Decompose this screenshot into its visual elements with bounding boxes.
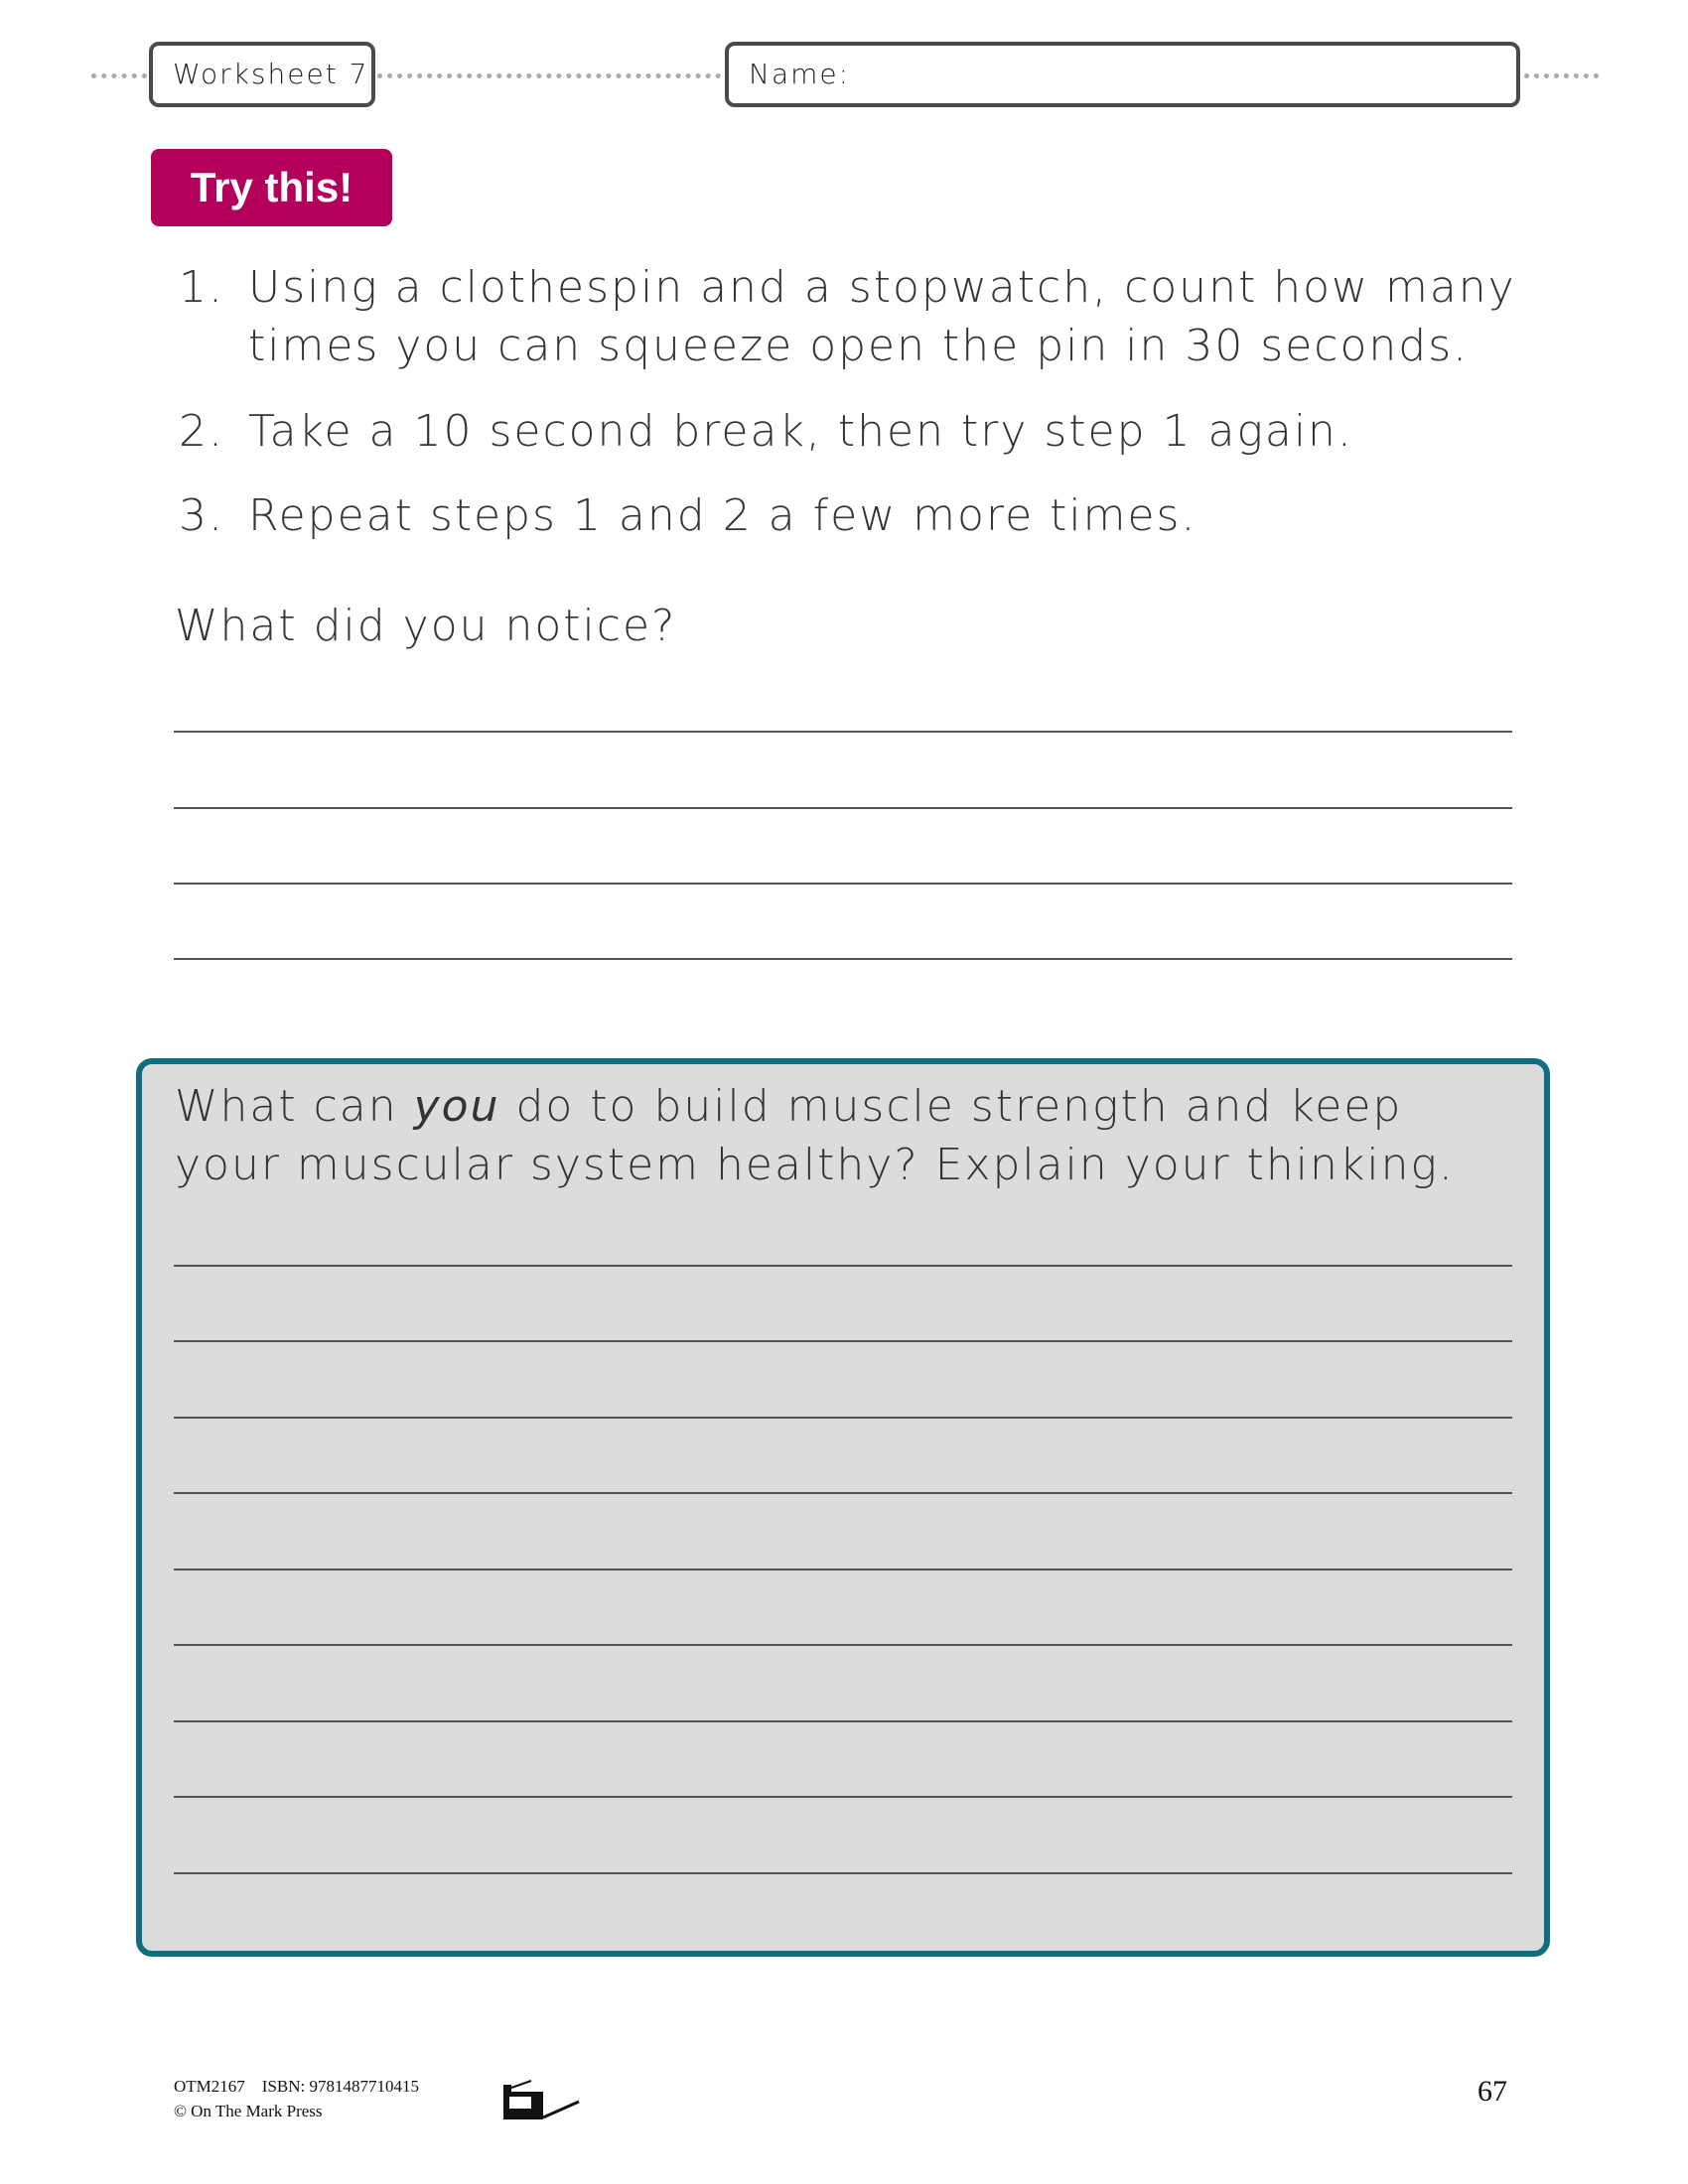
step-number: 3. bbox=[179, 490, 224, 541]
step-item bbox=[179, 402, 1529, 461]
answer-line[interactable] bbox=[174, 1265, 1512, 1267]
answer-line[interactable] bbox=[174, 1796, 1512, 1798]
dotted-divider bbox=[1524, 73, 1599, 78]
product-code: OTM2167 bbox=[174, 2077, 245, 2096]
question-text: do to build muscle strength and keep your muscular system healthy? Explain your thinking. bbox=[175, 1081, 1455, 1190]
isbn: ISBN: 9781487710415 bbox=[261, 2077, 419, 2096]
name-field[interactable]: Name: bbox=[725, 42, 1520, 107]
answer-line[interactable] bbox=[174, 807, 1512, 809]
photocopier-icon bbox=[501, 2080, 581, 2121]
answer-line[interactable] bbox=[174, 1340, 1512, 1342]
answer-line[interactable] bbox=[174, 1872, 1512, 1874]
answer-line[interactable] bbox=[174, 1569, 1512, 1570]
notice-question: What did you notice? bbox=[175, 601, 677, 651]
dotted-divider bbox=[377, 73, 721, 78]
answer-line[interactable] bbox=[174, 1417, 1512, 1419]
dotted-divider bbox=[91, 73, 147, 78]
answer-line[interactable] bbox=[174, 1492, 1512, 1494]
copyright: © On The Mark Press bbox=[174, 2102, 323, 2120]
page-number: 67 bbox=[1477, 2075, 1507, 2108]
step-number: 2. bbox=[179, 406, 224, 457]
answer-line[interactable] bbox=[174, 883, 1512, 885]
question-text: What can bbox=[175, 1081, 414, 1132]
reflection-question bbox=[175, 1077, 1515, 1194]
step-item bbox=[179, 486, 1529, 545]
step-text: Take a 10 second break, then try step 1 again. bbox=[248, 406, 1353, 457]
step-text: Using a clothespin and a stopwatch, count how many times you can squeeze open the pin in 30 seconds. bbox=[248, 262, 1516, 371]
step-text: Repeat steps 1 and 2 a few more times. bbox=[248, 490, 1197, 541]
answer-line[interactable] bbox=[174, 958, 1512, 960]
answer-line[interactable] bbox=[174, 1644, 1512, 1646]
try-this-badge: Try this! bbox=[151, 149, 392, 226]
answer-line[interactable] bbox=[174, 731, 1512, 733]
answer-line[interactable] bbox=[174, 1720, 1512, 1722]
worksheet-label: Worksheet 7 bbox=[149, 42, 375, 107]
footer-codes bbox=[174, 2077, 419, 2097]
step-item bbox=[179, 258, 1529, 375]
question-emphasis: you bbox=[413, 1081, 500, 1132]
step-number: 1. bbox=[179, 262, 224, 313]
